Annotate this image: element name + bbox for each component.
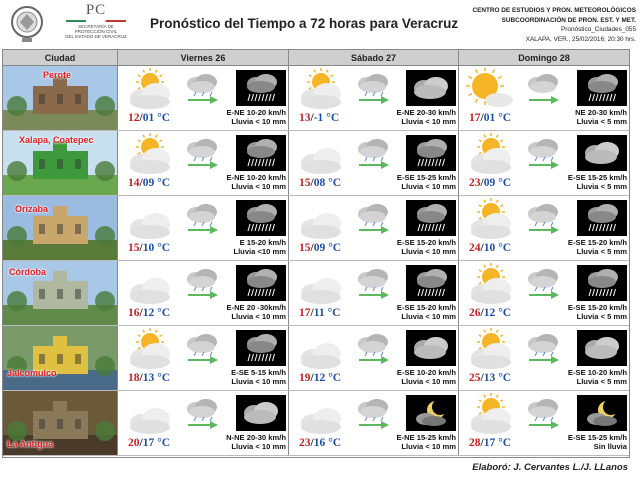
wind-rain-info: [186, 173, 286, 191]
rain-text: Lluvia < 10 mm: [231, 182, 286, 191]
temp-unit: °C: [498, 177, 512, 189]
city-name: Orizaba: [15, 204, 49, 214]
temp-max: 15: [299, 177, 311, 189]
temp-separator: /: [480, 372, 484, 384]
wind-rain-info: [356, 303, 456, 321]
temp-unit: °C: [326, 112, 340, 124]
night-rain-icon: [577, 265, 627, 301]
small-cloud-icon: [525, 265, 561, 291]
city-cell: [3, 66, 118, 130]
small-cloud-icon: [355, 70, 391, 96]
temp-unit: °C: [157, 242, 171, 254]
wind-text: E-SE 15-25 km/h: [396, 173, 456, 182]
moon-icon: [577, 395, 627, 431]
wind-text: E-SE 15-20 km/h: [396, 238, 456, 247]
wind-arrow-icon: [529, 225, 559, 235]
wind-arrow-icon: [359, 95, 389, 105]
partly-cloudy-icon: [465, 393, 517, 437]
small-cloud-icon: [184, 330, 220, 356]
temp-max: 17: [469, 112, 481, 124]
rain-text: Lluvia < 10 mm: [401, 312, 456, 321]
temp-separator: /: [480, 307, 484, 319]
temp-unit: °C: [157, 177, 171, 189]
temp-min: 09: [483, 177, 496, 189]
temp-unit: °C: [328, 177, 342, 189]
wind-rain-info: [356, 433, 456, 451]
temp-max: 28: [469, 437, 481, 449]
forecast-table: [2, 49, 630, 458]
rain-text: Lluvia < 10 mm: [231, 312, 286, 321]
temp-max: 15: [299, 242, 311, 254]
night-rain-icon: [577, 70, 627, 106]
wind-text: E 15-20 km/h: [239, 238, 286, 247]
wind-rain-info: [527, 433, 627, 451]
city-cell: [3, 326, 118, 390]
temp-unit: °C: [498, 242, 512, 254]
temp-min: 09: [313, 242, 326, 254]
partly-cloudy-icon: [124, 133, 176, 177]
temp-separator: /: [310, 177, 314, 189]
temp-min: 12: [483, 307, 496, 319]
rain-text: Lluvia < 5 mm: [576, 312, 627, 321]
temp-min: 13: [483, 372, 496, 384]
column-header-day: Domingo 28: [518, 53, 570, 63]
wind-text: E-NE 10-20 km/h: [226, 173, 286, 182]
night-cloud-icon: [406, 330, 456, 366]
rain-text: Sin lluvia: [593, 442, 627, 451]
night-rain-icon: [236, 70, 286, 106]
temperature: [299, 372, 341, 384]
city-name: Córdoba: [9, 267, 46, 277]
cloudy-icon: [295, 263, 347, 307]
rain-text: Lluvia < 5 mm: [576, 247, 627, 256]
wind-arrow-icon: [188, 355, 218, 365]
night-cloud-icon: [577, 330, 627, 366]
temp-min: 10: [142, 242, 155, 254]
rain-text: Lluvia < 5 mm: [576, 117, 627, 126]
city-cell: [3, 131, 118, 195]
rain-text: Lluvia < 10 mm: [401, 182, 456, 191]
wind-rain-info: [186, 303, 286, 321]
table-row: [3, 131, 629, 196]
wind-text: E-NE 20-30 km/h: [396, 108, 456, 117]
day-forecast-cell: [289, 131, 459, 195]
rain-text: Lluvia < 5 mm: [576, 377, 627, 386]
day-forecast-cell: [459, 66, 629, 130]
wind-text: N-NE 20-30 km/h: [226, 433, 286, 442]
temp-min: 12: [313, 372, 326, 384]
temp-separator: /: [310, 372, 314, 384]
rain-text: Lluvia < 5 mm: [576, 182, 627, 191]
city-cell: [3, 196, 118, 260]
small-cloud-icon: [525, 200, 561, 226]
wind-text: E-NE 15-25 km/h: [396, 433, 456, 442]
temp-separator: /: [139, 177, 143, 189]
temp-separator: /: [310, 112, 314, 124]
temp-min: 11: [313, 307, 325, 319]
temp-unit: °C: [498, 372, 512, 384]
night-cloud-icon: [236, 395, 286, 431]
cloudy-icon: [124, 198, 176, 242]
document-id: Pronóstico_Ciudades_055: [561, 26, 636, 33]
wind-text: E-NE 20 -30km/h: [226, 303, 286, 312]
pc-logo-bar: [66, 20, 126, 22]
temp-unit: °C: [498, 112, 512, 124]
table-row: [3, 66, 629, 131]
temp-unit: °C: [328, 437, 342, 449]
temperature: [299, 307, 340, 319]
cloudy-icon: [124, 393, 176, 437]
day-forecast-cell: [289, 261, 459, 325]
wind-arrow-icon: [529, 420, 559, 430]
small-cloud-icon: [184, 70, 220, 96]
rain-text: Lluvia < 10 mm: [231, 442, 286, 451]
rain-text: Lluvia < 10 mm: [401, 442, 456, 451]
city-cell: [3, 261, 118, 325]
temp-separator: /: [480, 437, 484, 449]
temp-unit: °C: [157, 372, 171, 384]
wind-arrow-icon: [188, 420, 218, 430]
day-forecast-cell: [118, 66, 289, 130]
wind-rain-info: [527, 108, 627, 126]
wind-arrow-icon: [529, 355, 559, 365]
temp-max: 20: [128, 437, 140, 449]
night-rain-icon: [406, 135, 456, 171]
temp-max: 12: [128, 112, 140, 124]
temperature: [299, 177, 341, 189]
night-rain-icon: [236, 135, 286, 171]
logo-sub-line: DEL ESTADO DE VERACRUZ: [65, 34, 127, 39]
logo-sub-line: SECRETARÍA DE: [78, 24, 114, 29]
wind-text: E-SE 15-20 km/h: [567, 238, 627, 247]
table-header-row: [3, 50, 629, 66]
subcoordination: SUBCOORDINACIÓN DE PRON. EST. Y MET.: [501, 16, 636, 24]
wind-rain-info: [186, 238, 286, 256]
table-row: [3, 391, 629, 456]
temperature: [299, 242, 341, 254]
temp-min: 09: [142, 177, 155, 189]
wind-rain-info: [527, 368, 627, 386]
day-forecast-cell: [118, 261, 289, 325]
temperature: [299, 437, 341, 449]
rain-text: Lluvia <10 mm: [233, 247, 286, 256]
rain-text: Lluvia < 10 mm: [401, 247, 456, 256]
night-rain-icon: [236, 330, 286, 366]
temperature: [469, 242, 511, 254]
small-cloud-icon: [184, 395, 220, 421]
wind-text: E-SE 10-20 km/h: [567, 368, 627, 377]
temp-max: 23: [469, 177, 481, 189]
temp-min: 16: [313, 437, 326, 449]
wind-arrow-icon: [529, 95, 559, 105]
temp-unit: °C: [498, 307, 512, 319]
wind-arrow-icon: [359, 420, 389, 430]
temp-separator: /: [139, 307, 143, 319]
temperature: [469, 437, 511, 449]
author-footer: Elaboró: J. Cervantes L./J. LLanos: [472, 462, 628, 473]
night-rain-icon: [406, 200, 456, 236]
rain-text: Lluvia < 10 mm: [401, 377, 456, 386]
header-info: [436, 6, 636, 44]
wind-rain-info: [356, 173, 456, 191]
cloudy-icon: [124, 263, 176, 307]
temp-min: 01: [142, 112, 155, 124]
temp-max: 24: [469, 242, 481, 254]
wind-arrow-icon: [359, 290, 389, 300]
city-name: Jalcomulco: [7, 368, 57, 378]
rain-text: Lluvia < 10 mm: [401, 117, 456, 126]
small-cloud-icon: [525, 135, 561, 161]
temp-unit: °C: [498, 437, 512, 449]
wind-arrow-icon: [188, 290, 218, 300]
cloudy-icon: [295, 198, 347, 242]
wind-arrow-icon: [529, 290, 559, 300]
rain-text: Lluvia < 10 mm: [231, 117, 286, 126]
temperature: [128, 437, 170, 449]
temp-separator: /: [310, 307, 314, 319]
small-cloud-icon: [184, 200, 220, 226]
temp-min: 17: [142, 437, 155, 449]
cloudy-icon: [295, 133, 347, 177]
table-row: [3, 196, 629, 261]
temp-min: 17: [483, 437, 496, 449]
day-forecast-cell: [459, 391, 629, 455]
temp-separator: /: [480, 177, 484, 189]
temp-separator: /: [480, 112, 484, 124]
wind-rain-info: [186, 368, 286, 386]
day-forecast-cell: [118, 391, 289, 455]
wind-arrow-icon: [359, 225, 389, 235]
day-forecast-cell: [459, 196, 629, 260]
wind-rain-info: [356, 368, 456, 386]
wind-text: E-SE 5-15 km/h: [231, 368, 286, 377]
temp-max: 17: [299, 307, 311, 319]
wind-rain-info: [527, 303, 627, 321]
city-cell: [3, 391, 118, 455]
wind-rain-info: [527, 173, 627, 191]
small-cloud-icon: [355, 265, 391, 291]
temp-separator: /: [139, 242, 143, 254]
logo-sub-line: PROTECCIÓN CIVIL: [74, 29, 118, 34]
temp-min: 01: [483, 112, 496, 124]
city-name: Perote: [43, 70, 72, 80]
wind-rain-info: [527, 238, 627, 256]
day-forecast-cell: [459, 261, 629, 325]
temp-max: 13: [299, 112, 311, 124]
wind-text: NE 20-30 km/h: [575, 108, 627, 117]
temperature: [469, 372, 511, 384]
wind-rain-info: [356, 108, 456, 126]
place-date: XALAPA, VER., 25/02/2016; 20:30 hrs.: [525, 35, 636, 43]
city-name: La Antigua: [7, 439, 54, 449]
temp-max: 18: [128, 372, 140, 384]
temperature: [128, 307, 170, 319]
day-forecast-cell: [459, 326, 629, 390]
page-title: Pronóstico del Tiempo a 72 horas para Veracruz: [150, 16, 459, 31]
night-rain-icon: [406, 265, 456, 301]
wind-arrow-icon: [188, 95, 218, 105]
day-forecast-cell: [289, 66, 459, 130]
day-forecast-cell: [459, 131, 629, 195]
temp-separator: /: [139, 112, 143, 124]
wind-arrow-icon: [359, 160, 389, 170]
temp-max: 14: [128, 177, 140, 189]
temperature: [469, 177, 511, 189]
column-header-day: Sábado 27: [289, 50, 459, 66]
temperature: [469, 307, 511, 319]
report-header: [0, 0, 640, 50]
partly-cloudy-icon: [124, 328, 176, 372]
temp-unit: °C: [157, 437, 171, 449]
small-cloud-icon: [525, 395, 561, 421]
partly-cloudy-icon: [465, 328, 517, 372]
rain-text: Lluvia < 10 mm: [231, 377, 286, 386]
night-cloud-icon: [577, 135, 627, 171]
cloudy-icon: [295, 328, 347, 372]
temp-min: 08: [313, 177, 326, 189]
wind-arrow-icon: [188, 225, 218, 235]
temp-min: 12: [142, 307, 155, 319]
day-forecast-cell: [289, 326, 459, 390]
small-cloud-icon: [355, 200, 391, 226]
temp-max: 23: [299, 437, 311, 449]
temp-unit: °C: [157, 112, 171, 124]
temp-separator: /: [139, 437, 143, 449]
city-name: Xalapa, Coatepec: [19, 135, 94, 145]
city-photo: [3, 326, 118, 390]
small-cloud-icon: [184, 265, 220, 291]
day-forecast-cell: [289, 391, 459, 455]
temp-min: -1: [313, 112, 324, 124]
partly-cloudy-icon: [465, 198, 517, 242]
temp-max: 16: [128, 307, 140, 319]
temp-max: 19: [299, 372, 311, 384]
small-cloud-icon: [355, 135, 391, 161]
table-row: [3, 326, 629, 391]
temp-unit: °C: [327, 307, 341, 319]
small-cloud-icon: [355, 395, 391, 421]
temp-max: 26: [469, 307, 481, 319]
small-cloud-icon: [525, 330, 561, 356]
day-forecast-cell: [118, 196, 289, 260]
wind-text: E-NE 10-20 km/h: [226, 108, 286, 117]
partly-cloudy-icon: [465, 263, 517, 307]
night-cloud-icon: [406, 70, 456, 106]
wind-text: E-SE 15-25 km/h: [567, 433, 627, 442]
temp-unit: °C: [157, 307, 171, 319]
temperature: [128, 242, 170, 254]
partly-cloudy-icon: [465, 133, 517, 177]
wind-arrow-icon: [188, 160, 218, 170]
night-rain-icon: [236, 200, 286, 236]
temp-separator: /: [310, 242, 314, 254]
temp-unit: °C: [328, 372, 342, 384]
wind-text: E-SE 15-25 km/h: [567, 173, 627, 182]
cloudy-icon: [295, 393, 347, 437]
wind-rain-info: [356, 238, 456, 256]
partly-cloudy-icon: [124, 68, 176, 112]
small-cloud-icon: [355, 330, 391, 356]
day-forecast-cell: [118, 326, 289, 390]
temperature: [469, 112, 511, 124]
partly-cloudy-icon: [295, 68, 347, 112]
column-header-day: Viernes 26: [118, 50, 289, 66]
temp-separator: /: [310, 437, 314, 449]
day-forecast-cell: [118, 131, 289, 195]
state-crest-icon: [8, 2, 46, 46]
small-cloud-icon: [525, 70, 561, 96]
wind-rain-info: [186, 433, 286, 451]
sunny-icon: [465, 68, 517, 112]
temp-unit: °C: [328, 242, 342, 254]
temperature: [128, 112, 170, 124]
temp-max: 15: [128, 242, 140, 254]
small-cloud-icon: [184, 135, 220, 161]
night-rain-icon: [236, 265, 286, 301]
pc-logo-text: PC: [85, 2, 107, 18]
center-name: CENTRO DE ESTUDIOS Y PRON. METEOROLÓGICOS: [472, 7, 636, 14]
table-row: [3, 261, 629, 326]
temperature: [128, 372, 170, 384]
temp-separator: /: [139, 372, 143, 384]
wind-text: E-SE 15-20 km/h: [567, 303, 627, 312]
moon-icon: [406, 395, 456, 431]
wind-rain-info: [186, 108, 286, 126]
day-forecast-cell: [289, 196, 459, 260]
temperature: [128, 177, 170, 189]
column-header-city: Ciudad: [3, 50, 118, 66]
temp-max: 25: [469, 372, 481, 384]
temp-separator: /: [480, 242, 484, 254]
night-rain-icon: [577, 200, 627, 236]
wind-arrow-icon: [359, 355, 389, 365]
temperature: [299, 112, 339, 124]
temp-min: 13: [142, 372, 155, 384]
wind-text: E-SE 10-20 km/h: [396, 368, 456, 377]
wind-text: E-SE 15-20 km/h: [396, 303, 456, 312]
civil-protection-logo: [54, 2, 138, 46]
temp-min: 10: [483, 242, 496, 254]
wind-arrow-icon: [529, 160, 559, 170]
